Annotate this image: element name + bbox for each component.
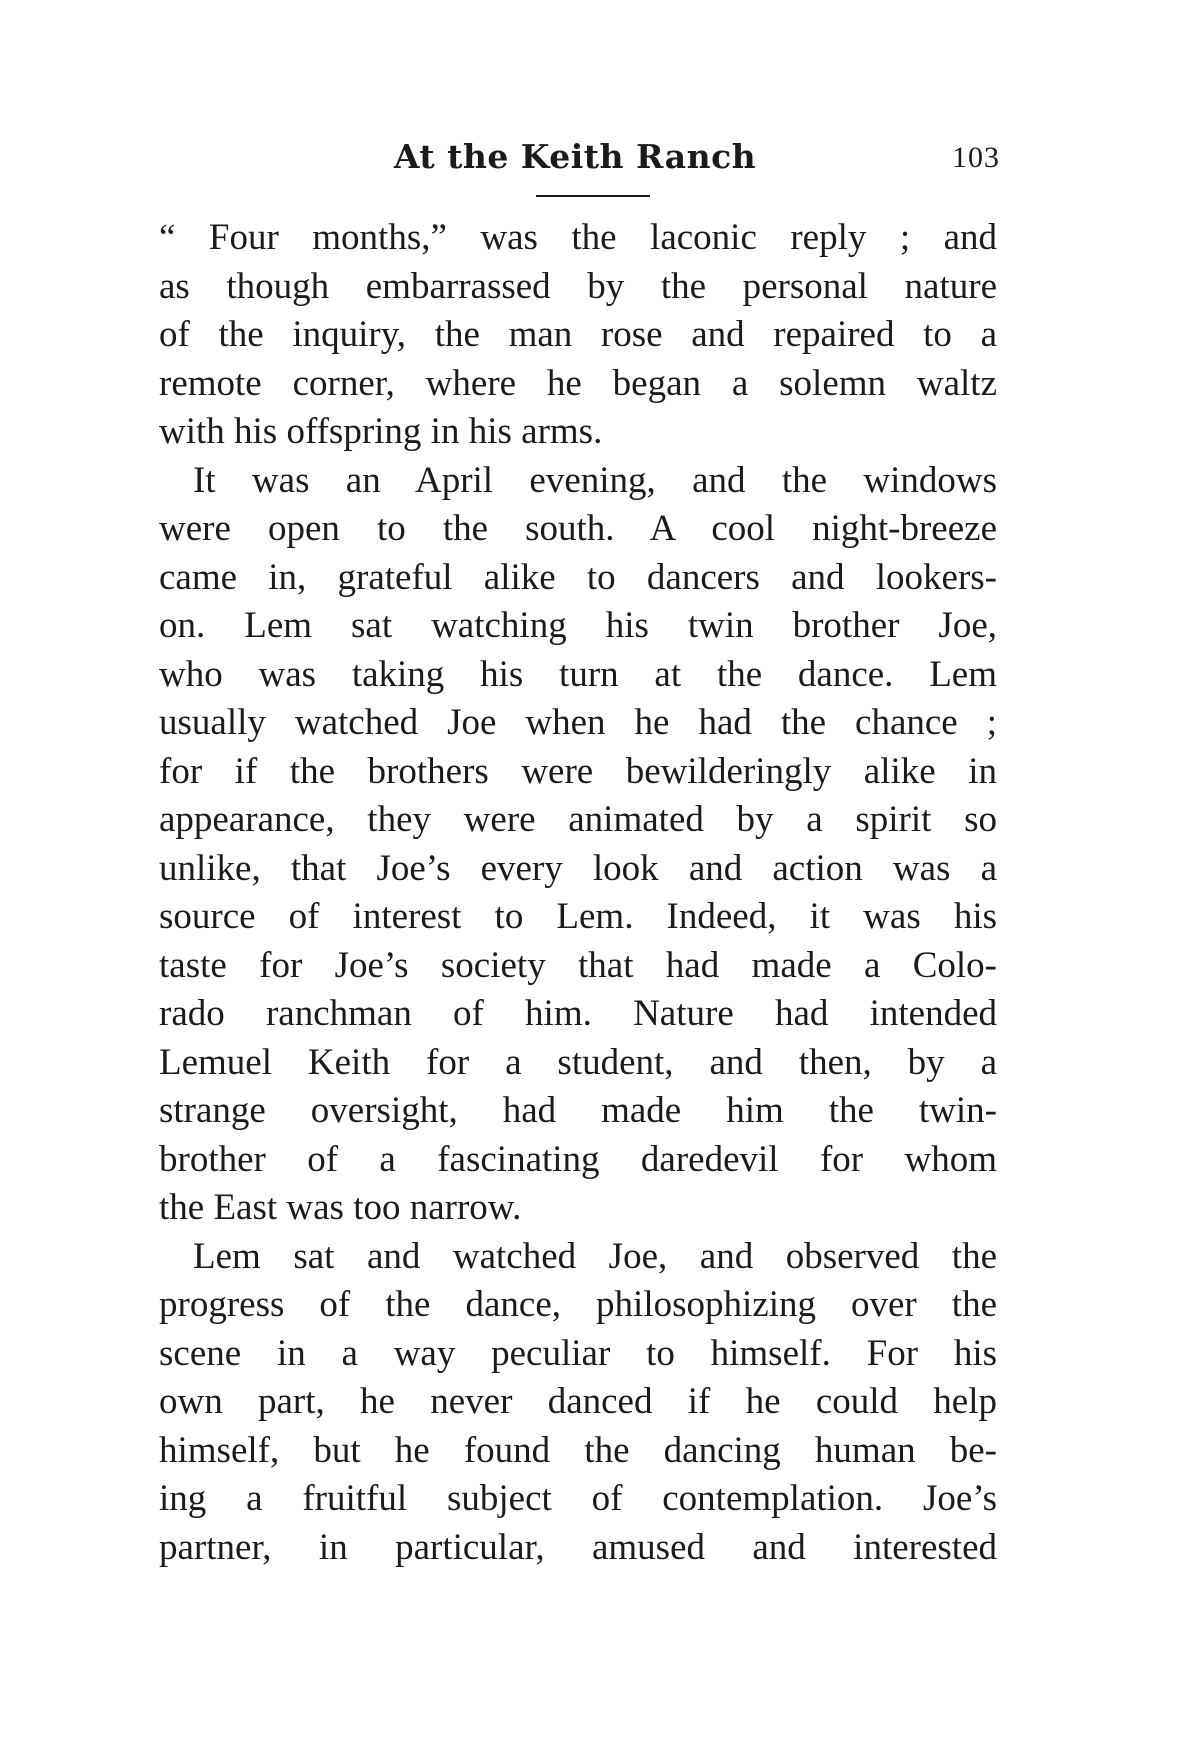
text-line: remote corner, where he began a solemn waltz: [159, 362, 997, 404]
text-line: “ Four months,” was the laconic reply ; and: [159, 217, 997, 258]
text-line: partner, in particular, amused and interested: [159, 1526, 997, 1568]
text-line: It was an April evening, and the windows: [193, 459, 997, 501]
body-text: [159, 214, 997, 1572]
text-line: Lem sat and watched Joe, and observed the: [193, 1235, 997, 1277]
text-line: brother of a fascinating daredevil for whom: [159, 1138, 997, 1180]
text-line: the East was too narrow.: [159, 1187, 522, 1228]
page-number: 103: [952, 141, 1000, 174]
text-line: who was taking his turn at the dance. Lem: [159, 653, 997, 695]
header-rule: [536, 195, 650, 197]
text-line: of the inquiry, the man rose and repaired to a: [159, 314, 997, 355]
text-line: strange oversight, had made him the twin-: [159, 1090, 997, 1131]
text-line: rado ranchman of him. Nature had intended: [159, 993, 997, 1034]
text-line: own part, he never danced if he could help: [159, 1381, 997, 1422]
text-line: with his offspring in his arms.: [159, 411, 603, 452]
text-line: Lemuel Keith for a student, and then, by a: [159, 1041, 997, 1083]
text-line: taste for Joe’s society that had made a Colo-: [159, 944, 997, 986]
text-line: on. Lem sat watching his twin brother Joe,: [159, 605, 997, 646]
running-title: At the Keith Ranch: [393, 137, 757, 176]
text-line: were open to the south. A cool night-breeze: [159, 508, 997, 549]
text-line: himself, but he found the dancing human be-: [159, 1429, 997, 1471]
text-line: scene in a way peculiar to himself. For his: [159, 1332, 997, 1374]
text-line: ing a fruitful subject of contemplation. Joe’s: [159, 1478, 997, 1519]
text-line: unlike, that Joe’s every look and action was a: [159, 847, 997, 889]
text-line: usually watched Joe when he had the chance ;: [159, 702, 997, 743]
text-line: progress of the dance, philosophizing over the: [159, 1284, 997, 1325]
text-line: as though embarrassed by the personal nature: [159, 265, 997, 307]
text-line: source of interest to Lem. Indeed, it was his: [159, 896, 997, 937]
text-line: came in, grateful alike to dancers and lookers-: [159, 556, 997, 598]
text-line: appearance, they were animated by a spirit so: [159, 799, 997, 840]
text-line: for if the brothers were bewilderingly alike in: [159, 750, 997, 792]
running-head: [150, 133, 1000, 183]
